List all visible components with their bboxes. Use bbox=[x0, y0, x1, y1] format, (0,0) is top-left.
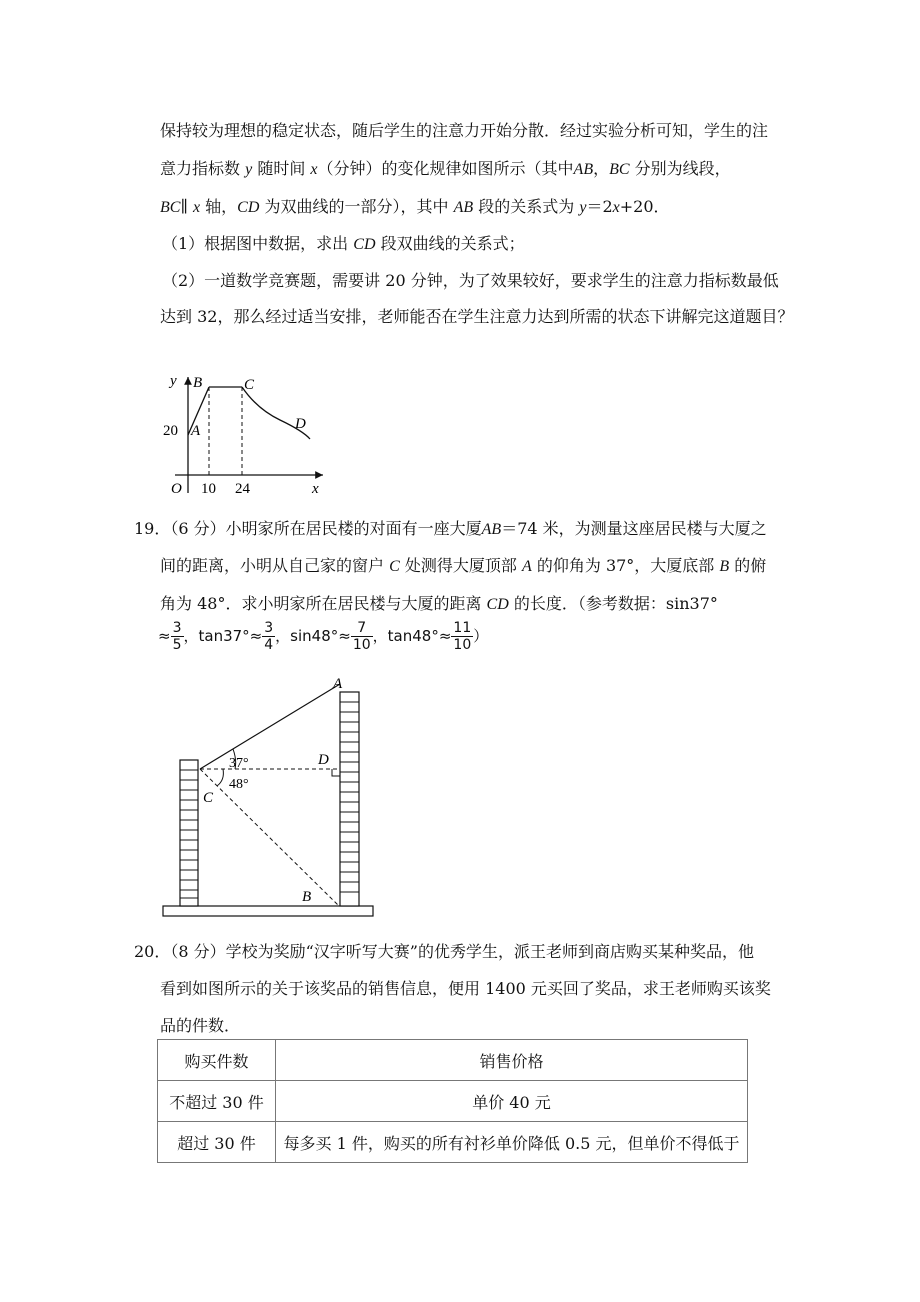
p19-text: 的俯 bbox=[734, 556, 767, 575]
buildings-figure bbox=[155, 672, 380, 922]
ref-sin48: ，sin48°≈ bbox=[275, 627, 351, 645]
table-header-cell: 销售价格 bbox=[276, 1040, 748, 1081]
angle-arc-48 bbox=[217, 769, 223, 786]
p19-text: 的长度．（参考数据：sin37° bbox=[513, 594, 718, 613]
p19-text: 角为 48°．求小明家所在居民楼与大厦的距离 bbox=[160, 594, 482, 613]
p19-line3 bbox=[160, 591, 718, 614]
p18-text: ， bbox=[593, 159, 610, 178]
p18-line1: 保持较为理想的稳定状态，随后学生的注意力开始分散．经过实验分析可知，学生的注 bbox=[160, 121, 769, 140]
p18-text: 轴， bbox=[205, 197, 238, 216]
p19-line2 bbox=[160, 553, 766, 576]
p18-text: 段的关系式为 bbox=[478, 197, 575, 216]
angle-label-48: 48° bbox=[229, 777, 249, 792]
y-axis-label: y bbox=[170, 373, 177, 389]
line-cb bbox=[200, 769, 338, 905]
p18-text: 为双曲线的一部分），其中 bbox=[264, 197, 449, 216]
p18-line2 bbox=[160, 156, 731, 179]
p18-text: （1）根据图中数据，求出 bbox=[162, 234, 349, 253]
p18-text: 意力指标数 bbox=[160, 159, 241, 178]
var-a: A bbox=[521, 558, 532, 575]
ref-tan48: ，tan48°≈ bbox=[372, 627, 452, 645]
var-y: y bbox=[579, 199, 587, 216]
table-cell: 超过 30 件 bbox=[158, 1122, 276, 1163]
var-bc: BC bbox=[609, 161, 630, 178]
point-d-label: D bbox=[295, 416, 306, 432]
ref-tan37: ，tan37°≈ bbox=[183, 627, 263, 645]
label-d: D bbox=[318, 752, 329, 768]
table-cell: 单价 40 元 bbox=[276, 1081, 748, 1122]
var-ab: AB bbox=[481, 521, 502, 538]
table-header-cell: 购买件数 bbox=[158, 1040, 276, 1081]
point-a-label: A bbox=[191, 423, 201, 439]
var-bc: BC bbox=[160, 199, 181, 216]
angle-label-37: 37° bbox=[229, 756, 249, 771]
tick-label-24: 24 bbox=[235, 481, 250, 497]
table-cell: 不超过 30 件 bbox=[158, 1081, 276, 1122]
origin-label: O bbox=[171, 481, 182, 497]
p20-line1: 20．（8 分）学校为奖励“汉字听写大赛”的优秀学生，派王老师到商店购买某种奖品，他 bbox=[134, 942, 754, 961]
label-a: A bbox=[333, 676, 343, 692]
fraction-3-5: $\frac{3}{5}$ bbox=[172, 620, 182, 653]
p18-question-2-line2: 达到 32，那么经过适当安排，老师能否在学生注意力达到所需的状态下讲解完这道题目？ bbox=[160, 307, 794, 326]
var-y: y bbox=[245, 161, 253, 178]
price-table bbox=[157, 1039, 748, 1163]
var-cd: CD bbox=[353, 236, 376, 253]
p19-text: 间的距离，小明从自己家的窗户 bbox=[160, 556, 385, 575]
x-axis-label: x bbox=[312, 481, 319, 497]
p20-line2: 看到如图所示的关于该奖品的销售信息，便用 1400 元买回了奖品，求王老师购买该奖 bbox=[160, 979, 771, 998]
table-row bbox=[158, 1122, 748, 1163]
var-c: C bbox=[389, 558, 400, 575]
fraction-11-10: $\frac{11}{10}$ bbox=[453, 620, 472, 653]
right-angle-mark bbox=[332, 769, 340, 776]
fraction-7-10: $\frac{7}{10}$ bbox=[352, 620, 371, 653]
var-x: x bbox=[310, 161, 318, 178]
ground bbox=[163, 906, 373, 916]
residential-building bbox=[180, 760, 198, 906]
table-header-row bbox=[158, 1040, 748, 1081]
p18-text: 分别为线段， bbox=[634, 159, 731, 178]
p18-text: 随时间 bbox=[257, 159, 306, 178]
table-row bbox=[158, 1081, 748, 1122]
p19-text: 的仰角为 37°，大厦底部 bbox=[536, 556, 715, 575]
p18-text: ＝2 bbox=[586, 197, 613, 216]
p19-text: 处测得大厦顶部 bbox=[404, 556, 517, 575]
p18-text: 段双曲线的关系式； bbox=[380, 234, 525, 253]
tower-building bbox=[340, 692, 359, 906]
p18-text: +20． bbox=[619, 197, 670, 216]
var-ab: AB bbox=[573, 161, 594, 178]
p18-line3 bbox=[160, 194, 670, 217]
fraction-3-4: $\frac{3}{4}$ bbox=[264, 620, 274, 653]
var-x: x bbox=[192, 199, 201, 216]
point-c-label: C bbox=[244, 377, 255, 393]
var-cd: CD bbox=[486, 596, 509, 613]
label-b: B bbox=[302, 889, 312, 905]
parallel-symbol: ∥ bbox=[180, 197, 188, 216]
p19-text: 19．（6 分）小明家所在居民楼的对面有一座大厦 bbox=[134, 519, 482, 538]
var-cd: CD bbox=[237, 199, 260, 216]
approx-symbol: ≈ bbox=[158, 627, 171, 645]
p18-text: （分钟）的变化规律如图所示（其中 bbox=[317, 159, 574, 178]
close-paren: ） bbox=[473, 627, 489, 645]
p18-question-1 bbox=[162, 231, 525, 254]
var-ab: AB bbox=[453, 199, 474, 216]
tick-label-10: 10 bbox=[201, 481, 216, 497]
var-b: B bbox=[719, 558, 730, 575]
p19-line1 bbox=[134, 516, 767, 539]
label-c: C bbox=[203, 790, 214, 806]
table-cell: 每多买 1 件，购买的所有衬衫单价降低 0.5 元，但单价不得低于 bbox=[276, 1122, 748, 1163]
tick-label-20: 20 bbox=[163, 423, 178, 439]
point-b-label: B bbox=[193, 375, 203, 391]
attention-graph bbox=[155, 365, 335, 500]
p18-question-2-line1: （2）一道数学竞赛题，需要讲 20 分钟，为了效果较好，要求学生的注意力指标数最低 bbox=[162, 271, 779, 290]
p19-reference-data bbox=[158, 620, 488, 653]
p20-line3: 品的件数． bbox=[160, 1016, 241, 1035]
p19-text: ＝74 米，为测量这座居民楼与大厦之 bbox=[501, 519, 767, 538]
var-x: x bbox=[612, 199, 620, 216]
